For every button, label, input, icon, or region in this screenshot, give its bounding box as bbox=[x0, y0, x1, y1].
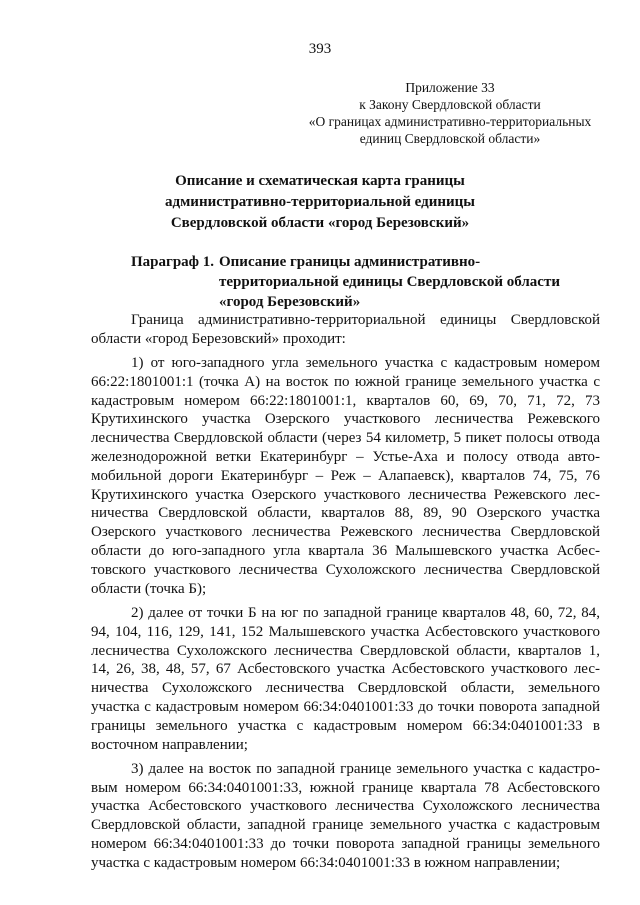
document-title bbox=[0, 171, 640, 234]
appendix-line: к Закону Свердловской области bbox=[359, 97, 541, 112]
body-paragraph: Граница административно-территориальной единицы Свердловской области «город Березовский» проходит: bbox=[91, 312, 600, 347]
body-paragraph: 2) далее от точки Б на юг по западной границе кварталов 48, 60, 72, 84, 94, 104, 116, 129, 141, 152 Малышевского участка Асбестовского участкового лесничества Сухоложского лесничества Свердловской области, кварталов 1, 14, 26, 38, 48, 57, 67 Асбестовского участка Асбестовского участкового лесничества Сухоложского лесничества Свердловской области, земельного участка с кадастровым номером 66:34:0401001:33 до точки поворота западной границы земельного участка с кадастровым номером 66:34:0401001:33 в восточном направлении; bbox=[91, 604, 600, 753]
body-paragraph: 3) далее на восток по западной границе земельного участка с кадастровым номером 66:34:0401001:33, южной границе квартала 78 Асбестовского участка Асбестовского участкового лесничества Сухоложского лесничества Свердловской области, западной границе земельного участка с кадастровым номером 66:34:0401001:33 до точки поворота западной границы земельного участка с кадастровым номером 66:34:0401001:33 в южном направлении; bbox=[91, 760, 600, 871]
title-line: Описание и схематическая карта границы bbox=[175, 173, 465, 189]
body-paragraph: 1) от юго-западного угла земельного участка с кадастровым номером 66:22:1801001:1 (точка А) на восток по южной границе земельного участка с кадастровым номером 66:22:1801001:1, кварталов 60, 69, 70, 71, 72, 73 Крутихинского участка Озерского участкового лесничества Режевского лесничества Свердловской области (через 54 километр, 5 пикет полосы отвода железнодорожной ветки Екатеринбург – Устье-Аха и полосу отвода автомобильной дороги Екатеринбург – Реж – Алапаевск), кварталов 74, 75, 76 Крутихинского участка Озерского участкового лесничества Режевского лесничества Свердловской области, кварталов 88, 89, 90 Озерского участка Озерского участкового лесничества Режевского лесничества Свердловской области до юго-западного угла квартала 36 Малышевского участка Асбестовского участкового лесничества Сухоложского лесничества Свердловской области (точка Б); bbox=[91, 355, 600, 597]
title-line: административно-территориальной единицы bbox=[165, 194, 475, 210]
section-heading-line: территориальной единицы Свердловской области bbox=[219, 274, 560, 290]
appendix-line: единиц Свердловской области» bbox=[359, 131, 541, 146]
appendix-reference bbox=[300, 79, 600, 147]
section-heading-line: «город Березовский» bbox=[219, 294, 361, 310]
appendix-line: «О границах административно-территориальных bbox=[308, 114, 592, 129]
section-number: Параграф 1. bbox=[131, 254, 215, 270]
page-number: 393 bbox=[308, 41, 332, 57]
section-heading-text bbox=[219, 252, 604, 312]
document-body bbox=[91, 311, 600, 878]
appendix-line: Приложение 33 bbox=[405, 80, 495, 95]
title-line: Свердловской области «город Березовский» bbox=[170, 215, 470, 231]
section-heading-line: Описание границы административно- bbox=[219, 254, 481, 270]
